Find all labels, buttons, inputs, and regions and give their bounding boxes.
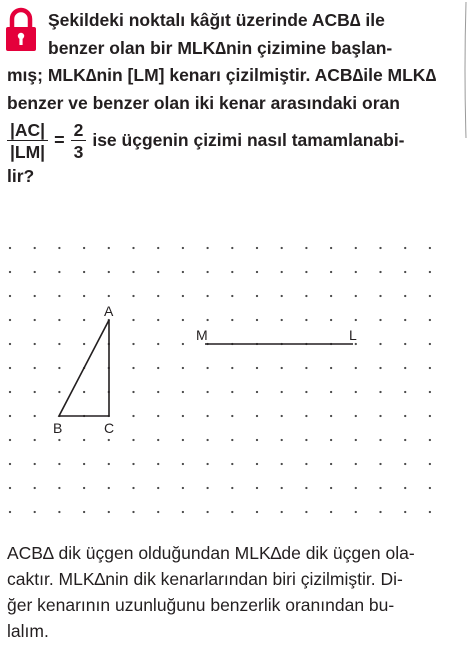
grid-dot [206, 295, 208, 297]
grid-dot [83, 487, 85, 489]
grid-dot [355, 295, 357, 297]
grid-dot [281, 391, 283, 393]
grid-dot [379, 487, 381, 489]
grid-dot [281, 319, 283, 321]
grid-dot [379, 415, 381, 417]
question-text [7, 7, 462, 191]
grid-dot [429, 295, 431, 297]
grid-dot [330, 247, 332, 249]
grid-dot [231, 415, 233, 417]
grid-dot [83, 247, 85, 249]
grid-dot [58, 247, 60, 249]
grid-dot [404, 295, 406, 297]
grid-dot [355, 415, 357, 417]
grid-dot [256, 295, 258, 297]
grid-dot [58, 511, 60, 513]
grid-dot [429, 319, 431, 321]
grid-dot [58, 367, 60, 369]
grid-dot [281, 439, 283, 441]
grid-dot [157, 367, 159, 369]
grid-dot [9, 367, 11, 369]
grid-dot [256, 319, 258, 321]
grid-dot [429, 367, 431, 369]
grid-dot [256, 439, 258, 441]
grid-dot [83, 319, 85, 321]
grid-dot [83, 511, 85, 513]
grid-dot [429, 463, 431, 465]
grid-dot [404, 271, 406, 273]
grid-dot [9, 487, 11, 489]
grid-dot [34, 415, 36, 417]
grid-dot [281, 367, 283, 369]
point-label-c: C [104, 420, 115, 436]
grid-dot [429, 271, 431, 273]
grid-dot [305, 463, 307, 465]
fraction-two-thirds [71, 121, 87, 161]
grid-dot [182, 367, 184, 369]
grid-dot [404, 487, 406, 489]
answer-line-4: lalım. [7, 621, 49, 641]
grid-dot [231, 463, 233, 465]
grid-dot [231, 391, 233, 393]
grid-dot [355, 511, 357, 513]
grid-dot [182, 343, 184, 345]
dot-grid-figure [0, 225, 467, 525]
grid-dot [132, 415, 134, 417]
grid-dot [182, 271, 184, 273]
grid-dot [157, 319, 159, 321]
answer-line-1: ACB∆ dik üçgen olduğundan MLK∆de dik üçgen ola- [7, 543, 415, 563]
fraction-numerator: 2 [71, 121, 87, 141]
fraction-denominator: |LM| [10, 142, 46, 162]
grid-dot [182, 247, 184, 249]
grid-dot [281, 295, 283, 297]
grid-dot [404, 247, 406, 249]
grid-dot [305, 391, 307, 393]
grid-dot [330, 367, 332, 369]
grid-dot [157, 247, 159, 249]
grid-dot [182, 439, 184, 441]
grid-dot [9, 247, 11, 249]
grid-dot [206, 439, 208, 441]
grid-dot [58, 487, 60, 489]
grid-dot [330, 511, 332, 513]
grid-dot [157, 439, 159, 441]
grid-dot [231, 439, 233, 441]
grid-dot [83, 295, 85, 297]
grid-dot [108, 295, 110, 297]
grid-dot [132, 487, 134, 489]
grid-dot [404, 463, 406, 465]
question-line-2: benzer olan bir MLK∆nin çizimine başlan- [48, 37, 393, 58]
grid-dot [429, 415, 431, 417]
grid-dot [132, 391, 134, 393]
grid-dot [108, 463, 110, 465]
grid-dot [108, 271, 110, 273]
grid-dot [355, 343, 357, 345]
grid-dot [206, 367, 208, 369]
point-label-m: M [196, 327, 208, 343]
grid-dot [355, 319, 357, 321]
grid-dot [182, 487, 184, 489]
grid-dot [404, 511, 406, 513]
grid-dot [9, 343, 11, 345]
grid-dot [34, 271, 36, 273]
grid-dot [132, 247, 134, 249]
grid-dot [157, 487, 159, 489]
grid-dot [132, 343, 134, 345]
grid-dot [379, 511, 381, 513]
answer-text [7, 540, 460, 644]
grid-dot [231, 367, 233, 369]
grid-dot [132, 511, 134, 513]
grid-dot [330, 319, 332, 321]
grid-dot [404, 391, 406, 393]
grid-dot [256, 511, 258, 513]
grid-dot [355, 271, 357, 273]
grid-dot [34, 319, 36, 321]
grid-dot [206, 463, 208, 465]
grid-dot [108, 439, 110, 441]
question-line-6: lir? [7, 166, 35, 186]
grid-dot [108, 247, 110, 249]
grid-dot [157, 415, 159, 417]
grid-dot [379, 295, 381, 297]
grid-dot [256, 247, 258, 249]
grid-dot [206, 415, 208, 417]
grid-dot [231, 511, 233, 513]
grid-dot [281, 415, 283, 417]
grid-dot [83, 343, 85, 345]
grid-dot [231, 487, 233, 489]
grid-dot [9, 511, 11, 513]
grid-dot [9, 295, 11, 297]
grid-dot [206, 391, 208, 393]
grid-dot [9, 391, 11, 393]
grid-dot [429, 439, 431, 441]
grid-dot [182, 319, 184, 321]
grid-dot [379, 271, 381, 273]
grid-dot [379, 343, 381, 345]
fraction-numerator: |AC| [7, 121, 48, 141]
grid-dot [182, 415, 184, 417]
grid-dot [231, 247, 233, 249]
point-label-l: L [349, 327, 357, 343]
grid-dot [355, 463, 357, 465]
grid-dot [182, 295, 184, 297]
grid-dot [330, 271, 332, 273]
triangle-acb [59, 320, 109, 416]
grid-dot [305, 487, 307, 489]
grid-dot [256, 463, 258, 465]
grid-dot [355, 391, 357, 393]
grid-dot [132, 463, 134, 465]
grid-dot [429, 343, 431, 345]
grid-dot [157, 271, 159, 273]
grid-dot [34, 391, 36, 393]
grid-dot [281, 271, 283, 273]
grid-dot [256, 271, 258, 273]
grid-dot [305, 511, 307, 513]
question-line-5: ise üçgenin çizimi nasıl tamamlanabi- [92, 130, 405, 151]
grid-dot [256, 367, 258, 369]
question-line-1: Şekildeki noktalı kâğıt üzerinde ACB∆ ile [48, 10, 385, 30]
grid-dot [182, 463, 184, 465]
grid-dot [281, 487, 283, 489]
grid-dot [58, 295, 60, 297]
grid-dot [34, 367, 36, 369]
dot-grid [9, 247, 431, 513]
grid-dot [9, 271, 11, 273]
grid-dot [330, 487, 332, 489]
grid-dot [379, 247, 381, 249]
grid-dot [206, 511, 208, 513]
grid-dot [404, 343, 406, 345]
grid-dot [281, 247, 283, 249]
grid-dot [281, 511, 283, 513]
grid-dot [429, 511, 431, 513]
grid-dot [330, 391, 332, 393]
grid-dot [157, 463, 159, 465]
grid-dot [355, 367, 357, 369]
grid-dot [34, 295, 36, 297]
ratio-row [7, 119, 462, 163]
grid-dot [108, 511, 110, 513]
grid-dot [404, 319, 406, 321]
grid-dot [305, 295, 307, 297]
grid-dot [132, 367, 134, 369]
grid-dot [34, 343, 36, 345]
grid-dot [9, 439, 11, 441]
grid-dot [305, 367, 307, 369]
grid-dot [206, 487, 208, 489]
grid-dot [132, 271, 134, 273]
grid-dot [157, 511, 159, 513]
fraction-ac-over-lm [7, 121, 48, 161]
grid-dot [58, 391, 60, 393]
grid-dot [9, 319, 11, 321]
grid-dot [355, 439, 357, 441]
grid-dot [9, 463, 11, 465]
grid-dot [330, 439, 332, 441]
point-label-a: A [104, 303, 114, 319]
grid-dot [108, 487, 110, 489]
grid-dot [34, 487, 36, 489]
grid-dot [34, 511, 36, 513]
answer-line-3: ğer kenarının uzunluğunu benzerlik oranından bu- [7, 595, 395, 615]
grid-dot [281, 463, 283, 465]
grid-dot [182, 391, 184, 393]
grid-dot [34, 247, 36, 249]
grid-dot [379, 367, 381, 369]
grid-dot [83, 271, 85, 273]
question-line-4: benzer ve benzer olan iki kenar arasındaki oran [7, 92, 400, 113]
grid-dot [58, 343, 60, 345]
grid-dot [429, 391, 431, 393]
grid-dot [305, 247, 307, 249]
grid-dot [256, 415, 258, 417]
grid-dot [58, 271, 60, 273]
grid-dot [256, 391, 258, 393]
question-line-3: mış; MLK∆nin [LM] kenarı çizilmiştir. ACB∆ile MLK∆ [7, 65, 437, 85]
grid-dot [404, 415, 406, 417]
grid-dot [132, 295, 134, 297]
grid-dot [404, 439, 406, 441]
grid-dot [132, 319, 134, 321]
grid-dot [157, 295, 159, 297]
grid-dot [330, 295, 332, 297]
grid-dot [330, 463, 332, 465]
grid-dot [379, 319, 381, 321]
grid-dot [355, 487, 357, 489]
grid-dot [83, 391, 85, 393]
grid-dot [330, 415, 332, 417]
grid-dot [157, 343, 159, 345]
grid-dot [206, 271, 208, 273]
grid-dot [58, 463, 60, 465]
grid-dot [34, 463, 36, 465]
grid-dot [34, 439, 36, 441]
equals-sign: = [54, 130, 65, 151]
grid-dot [231, 319, 233, 321]
grid-dot [429, 487, 431, 489]
grid-dot [206, 247, 208, 249]
grid-dot [305, 271, 307, 273]
grid-dot [58, 319, 60, 321]
grid-dot [379, 391, 381, 393]
grid-dot [379, 439, 381, 441]
grid-dot [58, 439, 60, 441]
grid-dot [355, 247, 357, 249]
fraction-denominator: 3 [73, 142, 84, 162]
grid-dot [305, 439, 307, 441]
grid-dot [429, 247, 431, 249]
grid-dot [256, 487, 258, 489]
grid-dot [231, 271, 233, 273]
grid-dot [132, 439, 134, 441]
grid-dot [9, 415, 11, 417]
grid-dot [182, 511, 184, 513]
grid-dot [305, 319, 307, 321]
answer-line-2: caktır. MLK∆nin dik kenarlarından biri çizilmiştir. Di- [7, 569, 403, 589]
grid-dot [83, 439, 85, 441]
grid-dot [305, 415, 307, 417]
grid-dot [404, 367, 406, 369]
point-label-b: B [53, 420, 63, 436]
grid-dot [206, 319, 208, 321]
grid-dot [157, 391, 159, 393]
grid-dot [83, 463, 85, 465]
grid-dot [231, 295, 233, 297]
grid-dot [379, 463, 381, 465]
